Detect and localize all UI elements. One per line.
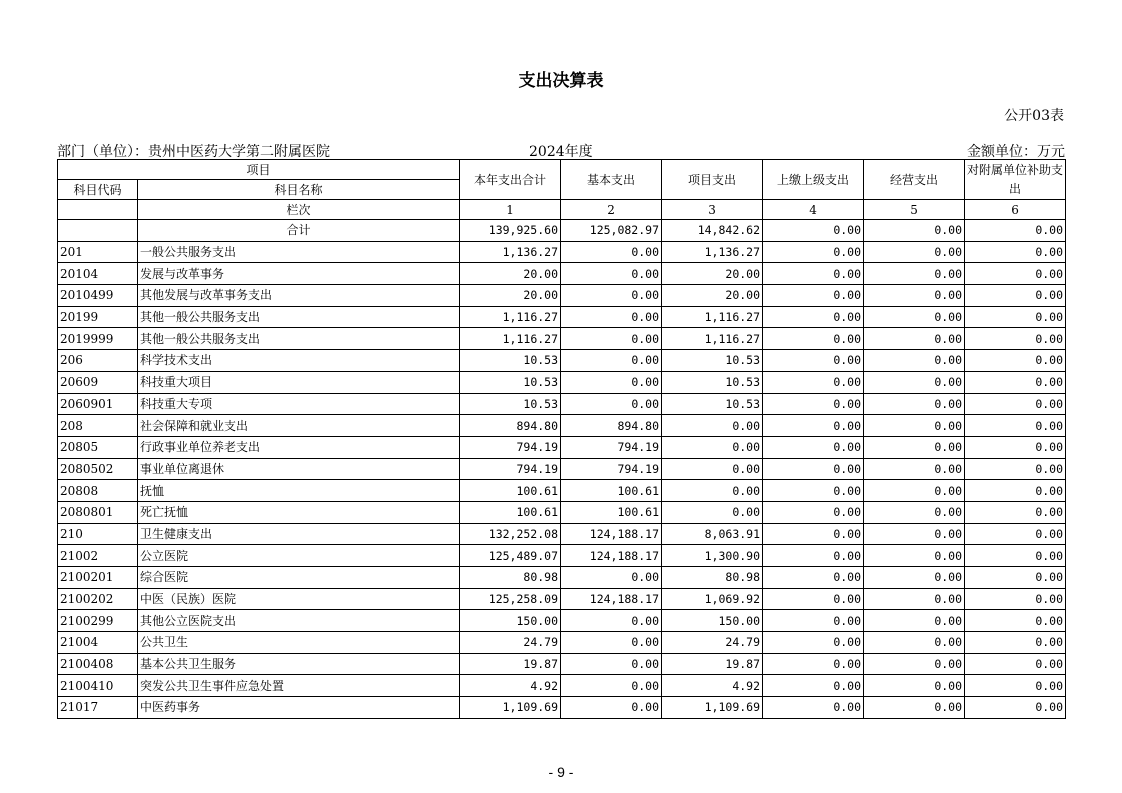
amount-cell: 0.00 xyxy=(965,436,1066,458)
header-basic: 基本支出 xyxy=(561,160,662,200)
subject-code: 2080801 xyxy=(58,501,138,523)
amount-cell: 0.00 xyxy=(561,567,662,589)
total-value: 125,082.97 xyxy=(561,220,662,242)
table-row xyxy=(58,567,1066,589)
amount-cell: 0.00 xyxy=(763,480,864,502)
table-row xyxy=(58,501,1066,523)
subject-name: 其他发展与改革事务支出 xyxy=(138,285,460,307)
amount-cell: 24.79 xyxy=(460,632,561,654)
subject-code: 20104 xyxy=(58,263,138,285)
amount-cell: 0.00 xyxy=(864,328,965,350)
amount-cell: 1,116.27 xyxy=(662,328,763,350)
header-total: 本年支出合计 xyxy=(460,160,561,200)
subject-code: 2100410 xyxy=(58,675,138,697)
total-label: 合计 xyxy=(138,220,460,242)
amount-cell: 10.53 xyxy=(460,393,561,415)
amount-cell: 0.00 xyxy=(864,632,965,654)
amount-cell: 1,300.90 xyxy=(662,545,763,567)
amount-cell: 0.00 xyxy=(864,458,965,480)
amount-cell: 0.00 xyxy=(561,371,662,393)
amount-cell: 0.00 xyxy=(662,415,763,437)
subject-code: 20609 xyxy=(58,371,138,393)
amount-cell: 0.00 xyxy=(965,567,1066,589)
expenditure-table xyxy=(57,159,1066,719)
amount-cell: 125,258.09 xyxy=(460,588,561,610)
amount-cell: 0.00 xyxy=(763,697,864,719)
total-value: 0.00 xyxy=(965,220,1066,242)
subject-name: 一般公共服务支出 xyxy=(138,241,460,263)
amount-unit: 金额单位：万元 xyxy=(967,144,1065,160)
amount-cell: 0.00 xyxy=(662,501,763,523)
subject-name: 卫生健康支出 xyxy=(138,523,460,545)
amount-cell: 0.00 xyxy=(864,436,965,458)
amount-cell: 100.61 xyxy=(561,480,662,502)
amount-cell: 1,116.27 xyxy=(460,328,561,350)
report-meta xyxy=(57,141,1065,159)
amount-cell: 20.00 xyxy=(662,285,763,307)
amount-cell: 24.79 xyxy=(662,632,763,654)
amount-cell: 10.53 xyxy=(460,350,561,372)
header-project: 项目支出 xyxy=(662,160,763,200)
amount-cell: 0.00 xyxy=(965,501,1066,523)
subject-name: 中医（民族）医院 xyxy=(138,588,460,610)
subject-name: 综合医院 xyxy=(138,567,460,589)
index-cell: 4 xyxy=(763,200,864,220)
amount-cell: 0.00 xyxy=(763,263,864,285)
subject-code: 2100201 xyxy=(58,567,138,589)
amount-cell: 80.98 xyxy=(460,567,561,589)
amount-cell: 10.53 xyxy=(662,393,763,415)
amount-cell: 4.92 xyxy=(662,675,763,697)
subject-name: 事业单位离退休 xyxy=(138,458,460,480)
subject-name: 行政事业单位养老支出 xyxy=(138,436,460,458)
amount-cell: 0.00 xyxy=(561,263,662,285)
table-row xyxy=(58,632,1066,654)
amount-cell: 0.00 xyxy=(864,567,965,589)
table-row xyxy=(58,697,1066,719)
amount-cell: 794.19 xyxy=(561,436,662,458)
amount-cell: 1,116.27 xyxy=(460,306,561,328)
amount-cell: 0.00 xyxy=(864,588,965,610)
table-row xyxy=(58,241,1066,263)
amount-cell: 8,063.91 xyxy=(662,523,763,545)
amount-cell: 0.00 xyxy=(965,371,1066,393)
header-item: 项目 xyxy=(58,160,460,180)
amount-cell: 0.00 xyxy=(763,588,864,610)
amount-cell: 0.00 xyxy=(763,306,864,328)
department-label: 部门（单位）：贵州中医药大学第二附属医院 xyxy=(57,144,330,160)
amount-cell: 0.00 xyxy=(965,632,1066,654)
amount-cell: 0.00 xyxy=(561,241,662,263)
amount-cell: 125,489.07 xyxy=(460,545,561,567)
table-row xyxy=(58,545,1066,567)
amount-cell: 0.00 xyxy=(864,697,965,719)
table-row xyxy=(58,523,1066,545)
table-row xyxy=(58,588,1066,610)
amount-cell: 0.00 xyxy=(864,523,965,545)
amount-cell: 1,136.27 xyxy=(662,241,763,263)
amount-cell: 80.98 xyxy=(662,567,763,589)
subject-code: 21017 xyxy=(58,697,138,719)
amount-cell: 0.00 xyxy=(864,393,965,415)
amount-cell: 0.00 xyxy=(965,350,1066,372)
amount-cell: 0.00 xyxy=(965,415,1066,437)
subject-code: 2010499 xyxy=(58,285,138,307)
amount-cell: 0.00 xyxy=(561,328,662,350)
amount-cell: 0.00 xyxy=(864,545,965,567)
amount-cell: 0.00 xyxy=(864,350,965,372)
total-value: 0.00 xyxy=(763,220,864,242)
index-cell: 6 xyxy=(965,200,1066,220)
amount-cell: 0.00 xyxy=(561,285,662,307)
header-name: 科目名称 xyxy=(138,180,460,200)
subject-code: 201 xyxy=(58,241,138,263)
index-cell: 2 xyxy=(561,200,662,220)
amount-cell: 0.00 xyxy=(763,371,864,393)
amount-cell: 0.00 xyxy=(763,567,864,589)
subject-name: 公共卫生 xyxy=(138,632,460,654)
amount-cell: 0.00 xyxy=(864,415,965,437)
amount-cell: 1,136.27 xyxy=(460,241,561,263)
index-row xyxy=(58,200,1066,220)
subject-name: 其他一般公共服务支出 xyxy=(138,306,460,328)
index-cell: 3 xyxy=(662,200,763,220)
amount-cell: 0.00 xyxy=(763,610,864,632)
amount-cell: 0.00 xyxy=(965,328,1066,350)
amount-cell: 10.53 xyxy=(460,371,561,393)
amount-cell: 794.19 xyxy=(460,458,561,480)
page-number: - 9 - xyxy=(548,764,574,780)
page-title: 支出决算表 xyxy=(518,71,604,91)
table-row xyxy=(58,285,1066,307)
table-row xyxy=(58,306,1066,328)
amount-cell: 0.00 xyxy=(965,241,1066,263)
amount-cell: 0.00 xyxy=(763,436,864,458)
subject-code: 206 xyxy=(58,350,138,372)
amount-cell: 4.92 xyxy=(460,675,561,697)
amount-cell: 0.00 xyxy=(965,523,1066,545)
table-row xyxy=(58,350,1066,372)
amount-cell: 0.00 xyxy=(864,306,965,328)
amount-cell: 0.00 xyxy=(965,545,1066,567)
subject-code: 2060901 xyxy=(58,393,138,415)
amount-cell: 20.00 xyxy=(460,263,561,285)
subject-code: 20805 xyxy=(58,436,138,458)
amount-cell: 0.00 xyxy=(763,653,864,675)
subject-code: 208 xyxy=(58,415,138,437)
amount-cell: 0.00 xyxy=(561,697,662,719)
amount-cell: 1,109.69 xyxy=(460,697,561,719)
subject-code: 2100299 xyxy=(58,610,138,632)
amount-cell: 0.00 xyxy=(965,393,1066,415)
amount-cell: 0.00 xyxy=(561,653,662,675)
subject-code: 2100202 xyxy=(58,588,138,610)
amount-cell: 0.00 xyxy=(662,436,763,458)
subject-name: 中医药事务 xyxy=(138,697,460,719)
table-row xyxy=(58,436,1066,458)
amount-cell: 0.00 xyxy=(864,480,965,502)
amount-cell: 0.00 xyxy=(561,610,662,632)
amount-cell: 1,116.27 xyxy=(662,306,763,328)
amount-cell: 894.80 xyxy=(460,415,561,437)
amount-cell: 0.00 xyxy=(864,285,965,307)
amount-cell: 0.00 xyxy=(965,653,1066,675)
table-row xyxy=(58,675,1066,697)
subject-name: 其他一般公共服务支出 xyxy=(138,328,460,350)
subject-name: 公立医院 xyxy=(138,545,460,567)
amount-cell: 0.00 xyxy=(864,263,965,285)
form-number: 公开03表 xyxy=(1004,108,1064,124)
amount-cell: 124,188.17 xyxy=(561,545,662,567)
subject-name: 发展与改革事务 xyxy=(138,263,460,285)
table-row xyxy=(58,415,1066,437)
amount-cell: 100.61 xyxy=(460,480,561,502)
total-row xyxy=(58,220,1066,242)
amount-cell: 0.00 xyxy=(864,241,965,263)
header-row-1 xyxy=(58,160,1066,180)
amount-cell: 0.00 xyxy=(965,675,1066,697)
index-blank xyxy=(58,200,138,220)
fiscal-year: 2024年度 xyxy=(529,144,593,160)
amount-cell: 10.53 xyxy=(662,350,763,372)
table-row xyxy=(58,653,1066,675)
subject-code: 21004 xyxy=(58,632,138,654)
total-blank xyxy=(58,220,138,242)
amount-cell: 0.00 xyxy=(561,675,662,697)
amount-cell: 0.00 xyxy=(864,501,965,523)
amount-cell: 0.00 xyxy=(763,393,864,415)
amount-cell: 794.19 xyxy=(460,436,561,458)
amount-cell: 0.00 xyxy=(965,263,1066,285)
subject-name: 科技重大专项 xyxy=(138,393,460,415)
subject-code: 20808 xyxy=(58,480,138,502)
amount-cell: 894.80 xyxy=(561,415,662,437)
subject-name: 其他公立医院支出 xyxy=(138,610,460,632)
subject-code: 210 xyxy=(58,523,138,545)
amount-cell: 20.00 xyxy=(662,263,763,285)
subject-code: 2080502 xyxy=(58,458,138,480)
subject-code: 2100408 xyxy=(58,653,138,675)
amount-cell: 150.00 xyxy=(662,610,763,632)
amount-cell: 0.00 xyxy=(965,588,1066,610)
amount-cell: 1,069.92 xyxy=(662,588,763,610)
amount-cell: 0.00 xyxy=(864,371,965,393)
amount-cell: 0.00 xyxy=(965,306,1066,328)
total-value: 139,925.60 xyxy=(460,220,561,242)
amount-cell: 0.00 xyxy=(965,697,1066,719)
table-row xyxy=(58,393,1066,415)
amount-cell: 0.00 xyxy=(763,545,864,567)
amount-cell: 0.00 xyxy=(763,415,864,437)
amount-cell: 794.19 xyxy=(561,458,662,480)
subject-name: 突发公共卫生事件应急处置 xyxy=(138,675,460,697)
subject-name: 死亡抚恤 xyxy=(138,501,460,523)
total-value: 0.00 xyxy=(864,220,965,242)
amount-cell: 0.00 xyxy=(763,675,864,697)
amount-cell: 0.00 xyxy=(763,632,864,654)
amount-cell: 0.00 xyxy=(965,285,1066,307)
amount-cell: 0.00 xyxy=(965,480,1066,502)
header-remit: 上缴上级支出 xyxy=(763,160,864,200)
table-row xyxy=(58,610,1066,632)
amount-cell: 0.00 xyxy=(763,328,864,350)
subject-code: 2019999 xyxy=(58,328,138,350)
table-row xyxy=(58,263,1066,285)
amount-cell: 0.00 xyxy=(763,501,864,523)
amount-cell: 0.00 xyxy=(561,632,662,654)
amount-cell: 0.00 xyxy=(763,285,864,307)
amount-cell: 20.00 xyxy=(460,285,561,307)
subject-code: 20199 xyxy=(58,306,138,328)
amount-cell: 0.00 xyxy=(864,610,965,632)
amount-cell: 19.87 xyxy=(460,653,561,675)
amount-cell: 0.00 xyxy=(965,458,1066,480)
amount-cell: 132,252.08 xyxy=(460,523,561,545)
amount-cell: 100.61 xyxy=(460,501,561,523)
amount-cell: 0.00 xyxy=(662,480,763,502)
table-row xyxy=(58,458,1066,480)
amount-cell: 0.00 xyxy=(662,458,763,480)
subject-code: 21002 xyxy=(58,545,138,567)
amount-cell: 100.61 xyxy=(561,501,662,523)
subject-name: 科技重大项目 xyxy=(138,371,460,393)
subject-name: 社会保障和就业支出 xyxy=(138,415,460,437)
index-label: 栏次 xyxy=(138,200,460,220)
amount-cell: 150.00 xyxy=(460,610,561,632)
amount-cell: 0.00 xyxy=(864,653,965,675)
amount-cell: 19.87 xyxy=(662,653,763,675)
amount-cell: 0.00 xyxy=(561,306,662,328)
subject-name: 科学技术支出 xyxy=(138,350,460,372)
subject-name: 基本公共卫生服务 xyxy=(138,653,460,675)
amount-cell: 124,188.17 xyxy=(561,523,662,545)
amount-cell: 0.00 xyxy=(763,241,864,263)
table-row xyxy=(58,328,1066,350)
amount-cell: 0.00 xyxy=(561,350,662,372)
amount-cell: 10.53 xyxy=(662,371,763,393)
index-cell: 1 xyxy=(460,200,561,220)
table-row xyxy=(58,371,1066,393)
subject-name: 抚恤 xyxy=(138,480,460,502)
amount-cell: 0.00 xyxy=(965,610,1066,632)
amount-cell: 124,188.17 xyxy=(561,588,662,610)
amount-cell: 0.00 xyxy=(561,393,662,415)
amount-cell: 0.00 xyxy=(763,523,864,545)
index-cell: 5 xyxy=(864,200,965,220)
table-row xyxy=(58,480,1066,502)
amount-cell: 0.00 xyxy=(864,675,965,697)
header-subsidy: 对附属单位补助支出 xyxy=(965,160,1066,200)
amount-cell: 0.00 xyxy=(763,458,864,480)
total-value: 14,842.62 xyxy=(662,220,763,242)
amount-cell: 0.00 xyxy=(763,350,864,372)
header-code: 科目代码 xyxy=(58,180,138,200)
amount-cell: 1,109.69 xyxy=(662,697,763,719)
header-operation: 经营支出 xyxy=(864,160,965,200)
